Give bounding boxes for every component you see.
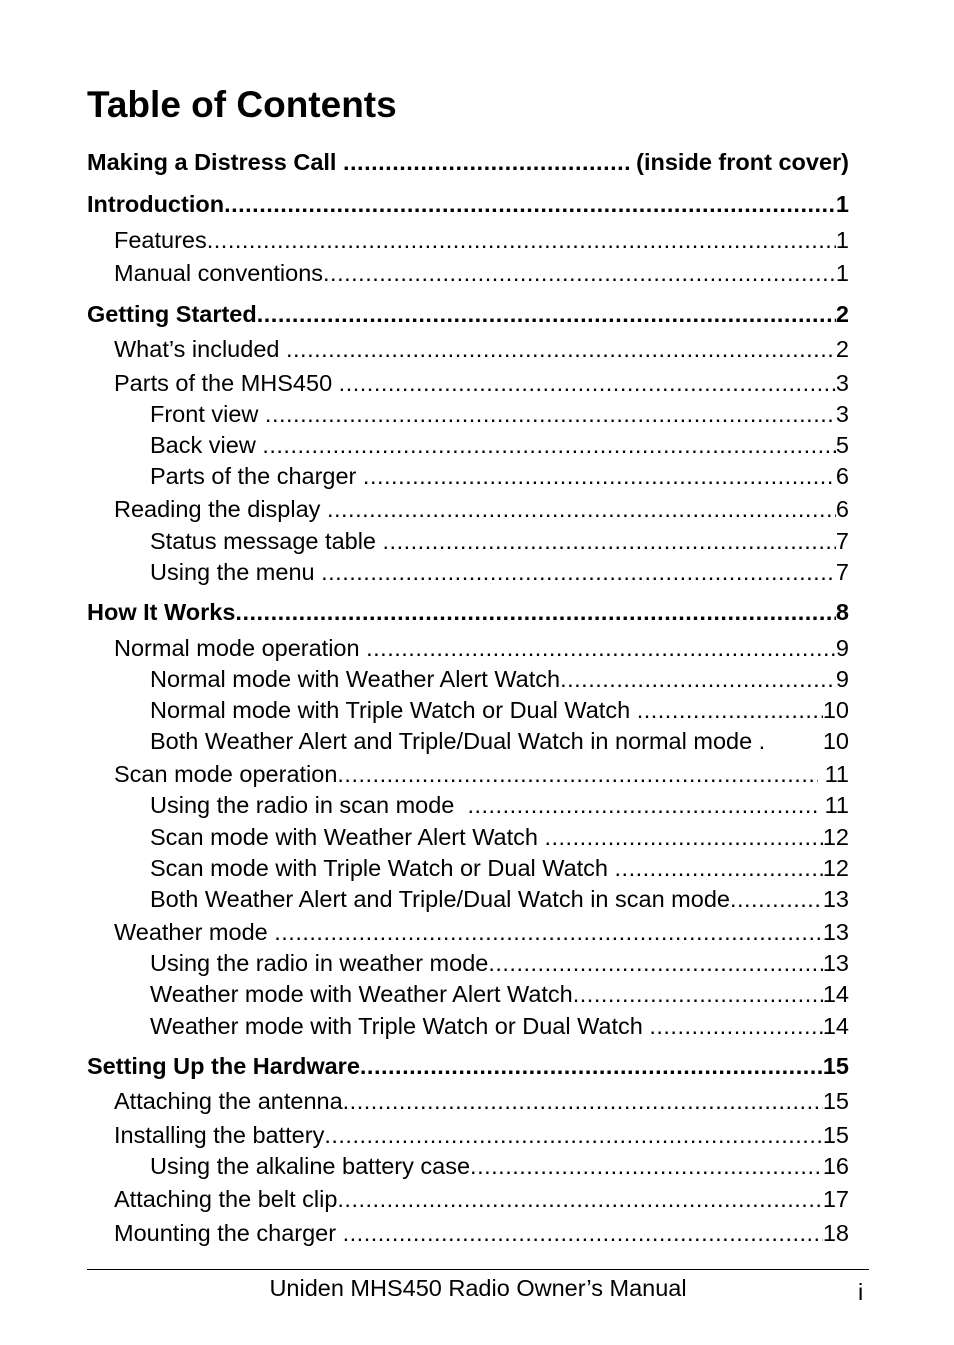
toc-page-number: 2 [835, 301, 849, 327]
toc-page-number: 9 [835, 635, 849, 661]
toc-page-number: 14 [822, 981, 849, 1007]
toc-section-entry[interactable] [87, 298, 849, 330]
toc-subsection-entry[interactable] [114, 493, 849, 525]
toc-entry-title: Attaching the antenna [114, 1088, 343, 1114]
toc-subsection-entry[interactable] [150, 883, 849, 915]
toc-dot-leader [366, 632, 836, 664]
toc-dot-leader [262, 429, 836, 461]
footer-divider [87, 1269, 869, 1270]
toc-entry-title: Getting Started [87, 301, 257, 327]
toc-subsection-entry[interactable] [150, 429, 849, 461]
toc-subsection-entry[interactable] [150, 1010, 849, 1042]
toc-dot-leader [343, 146, 630, 178]
toc-page-number: 10 [822, 728, 849, 754]
toc-subsection-entry[interactable] [114, 632, 849, 664]
toc-entry-title: Using the radio in scan mode [150, 792, 468, 818]
toc-page-number: 1 [835, 227, 849, 253]
toc-dot-leader [637, 694, 823, 726]
toc-page-number: 15 [822, 1122, 849, 1148]
toc-page-number: 1 [835, 260, 849, 286]
toc-dot-leader [360, 1050, 823, 1082]
toc-page-number: 6 [835, 463, 849, 489]
toc-subsection-entry[interactable] [150, 789, 849, 821]
footer-manual-title: Uniden MHS450 Radio Owner’s Manual [269, 1275, 687, 1301]
toc-page-number: 18 [822, 1220, 849, 1246]
toc-subsection-entry[interactable] [150, 525, 849, 557]
toc-dot-leader [339, 367, 836, 399]
toc-entry-title: How It Works [87, 599, 236, 625]
toc-dot-leader [323, 257, 836, 289]
toc-page-number: 3 [835, 401, 849, 427]
toc-entry-title: Mounting the charger [114, 1220, 343, 1246]
toc-subsection-entry[interactable] [114, 1217, 849, 1249]
toc-dot-leader [337, 758, 818, 790]
toc-subsection-entry[interactable] [150, 694, 849, 726]
toc-dot-leader [324, 1119, 823, 1151]
toc-dot-leader [363, 460, 836, 492]
toc-entry-title: Using the alkaline battery case [150, 1153, 471, 1179]
toc-page-number: 5 [835, 432, 849, 458]
toc-entry-title: Normal mode with Triple Watch or Dual Watch [150, 697, 637, 723]
toc-entry-title: Introduction [87, 191, 225, 217]
toc-subsection-entry[interactable] [114, 916, 849, 948]
toc-page-number: 16 [822, 1153, 849, 1179]
toc-entry-title: Reading the display [114, 496, 327, 522]
toc-dot-leader [224, 188, 836, 220]
toc-entry-title: Making a Distress Call [87, 149, 343, 175]
toc-entry-title: Status message table [150, 528, 383, 554]
toc-page-number: 6 [835, 496, 849, 522]
toc-page-number: 2 [835, 336, 849, 362]
toc-subsection-entry[interactable] [150, 398, 849, 430]
toc-dot-leader [488, 947, 823, 979]
toc-section-entry[interactable] [87, 188, 849, 220]
toc-page-number: 13 [822, 886, 849, 912]
toc-page-number: 12 [822, 824, 849, 850]
toc-dot-leader [573, 978, 823, 1010]
toc-dot-leader [327, 493, 836, 525]
toc-dot-leader [343, 1217, 823, 1249]
toc-entry-title: Weather mode [114, 919, 275, 945]
toc-section-entry[interactable] [87, 596, 849, 628]
toc-dot-leader [383, 525, 836, 557]
toc-dot-leader [207, 224, 836, 256]
toc-entry-title: Parts of the charger [150, 463, 363, 489]
toc-entry-title: Back view [150, 432, 263, 458]
toc-page-number: 9 [835, 666, 849, 692]
toc-entry-title: Both Weather Alert and Triple/Dual Watch in scan mode [150, 886, 730, 912]
toc-entry-title: Weather mode with Weather Alert Watch [150, 981, 573, 1007]
toc-entry-title: Front view [150, 401, 265, 427]
toc-dot-leader [467, 789, 818, 821]
toc-page-number: 14 [822, 1013, 849, 1039]
toc-entry-title: Installing the battery [114, 1122, 325, 1148]
toc-page-number: 12 [822, 855, 849, 881]
toc-subsection-entry[interactable] [150, 663, 849, 695]
toc-entry-title: Scan mode operation [114, 761, 338, 787]
toc-page-number: 15 [822, 1053, 849, 1079]
toc-subsection-entry[interactable] [150, 725, 849, 757]
toc-section-entry[interactable] [87, 146, 849, 178]
toc-page-number: 10 [822, 697, 849, 723]
toc-entry-title: Setting Up the Hardware [87, 1053, 360, 1079]
toc-entry-title: Scan mode with Weather Alert Watch [150, 824, 545, 850]
toc-dot-leader [274, 916, 823, 948]
toc-entry-title: Normal mode with Weather Alert Watch [150, 666, 561, 692]
toc-dot-leader [343, 1085, 823, 1117]
toc-entry-title: Manual conventions [114, 260, 324, 286]
toc-subsection-entry[interactable] [114, 1085, 849, 1117]
toc-page-number: 7 [835, 528, 849, 554]
toc-dot-leader [470, 1150, 823, 1182]
toc-page-number: 13 [822, 950, 849, 976]
toc-subsection-entry[interactable] [114, 367, 849, 399]
toc-subsection-entry[interactable] [150, 978, 849, 1010]
toc-entry-title: What’s included [114, 336, 286, 362]
toc-subsection-entry[interactable] [114, 224, 849, 256]
toc-dot-leader [615, 852, 823, 884]
toc-entry-title: Scan mode with Triple Watch or Dual Watch [150, 855, 615, 881]
toc-page-number: 7 [835, 559, 849, 585]
toc-entry-title: Normal mode operation [114, 635, 367, 661]
toc-entry-title: Attaching the belt clip [114, 1186, 338, 1212]
toc-subsection-entry[interactable] [150, 460, 849, 492]
toc-page-number: 17 [822, 1186, 849, 1212]
toc-dot-leader [730, 883, 823, 915]
page-title: Table of Contents [87, 84, 397, 125]
toc-subsection-entry[interactable] [150, 852, 849, 884]
toc-entry-title: Using the menu [150, 559, 322, 585]
toc-entry-title: Features [114, 227, 207, 253]
toc-entry-title: Parts of the MHS450 [114, 370, 339, 396]
toc-page-number: 11 [818, 761, 849, 787]
toc-dot-leader [649, 1010, 823, 1042]
toc-entry-title: Weather mode with Triple Watch or Dual Watch [150, 1013, 650, 1039]
toc-section-entry[interactable] [87, 1050, 849, 1082]
toc-dot-leader [235, 596, 836, 628]
toc-subsection-entry[interactable] [150, 556, 849, 588]
toc-subsection-entry[interactable] [150, 821, 849, 853]
toc-entry-title: Both Weather Alert and Triple/Dual Watch in normal mode . [150, 728, 766, 754]
toc-page-number: 1 [835, 191, 849, 217]
toc-subsection-entry[interactable] [114, 333, 849, 365]
toc-page-number: 15 [822, 1088, 849, 1114]
toc-dot-leader [321, 556, 836, 588]
toc-dot-leader [286, 333, 836, 365]
toc-subsection-entry[interactable] [114, 257, 849, 289]
toc-page-number: 13 [822, 919, 849, 945]
toc-subsection-entry[interactable] [114, 1119, 849, 1151]
toc-page-number: 11 [818, 792, 849, 818]
toc-page-number: 8 [835, 599, 849, 625]
toc-subsection-entry[interactable] [114, 758, 849, 790]
toc-subsection-entry[interactable] [150, 1150, 849, 1182]
toc-dot-leader [560, 663, 836, 695]
toc-subsection-entry[interactable] [114, 1183, 849, 1215]
toc-dot-leader [337, 1183, 822, 1215]
toc-subsection-entry[interactable] [150, 947, 849, 979]
toc-dot-leader [265, 398, 836, 430]
toc-dot-leader [257, 298, 836, 330]
toc-dot-leader [544, 821, 822, 853]
toc-page-number: (inside front cover) [629, 149, 849, 175]
toc-entry-title: Using the radio in weather mode [150, 950, 489, 976]
footer-page-number: i [858, 1279, 864, 1305]
toc-page-number: 3 [835, 370, 849, 396]
